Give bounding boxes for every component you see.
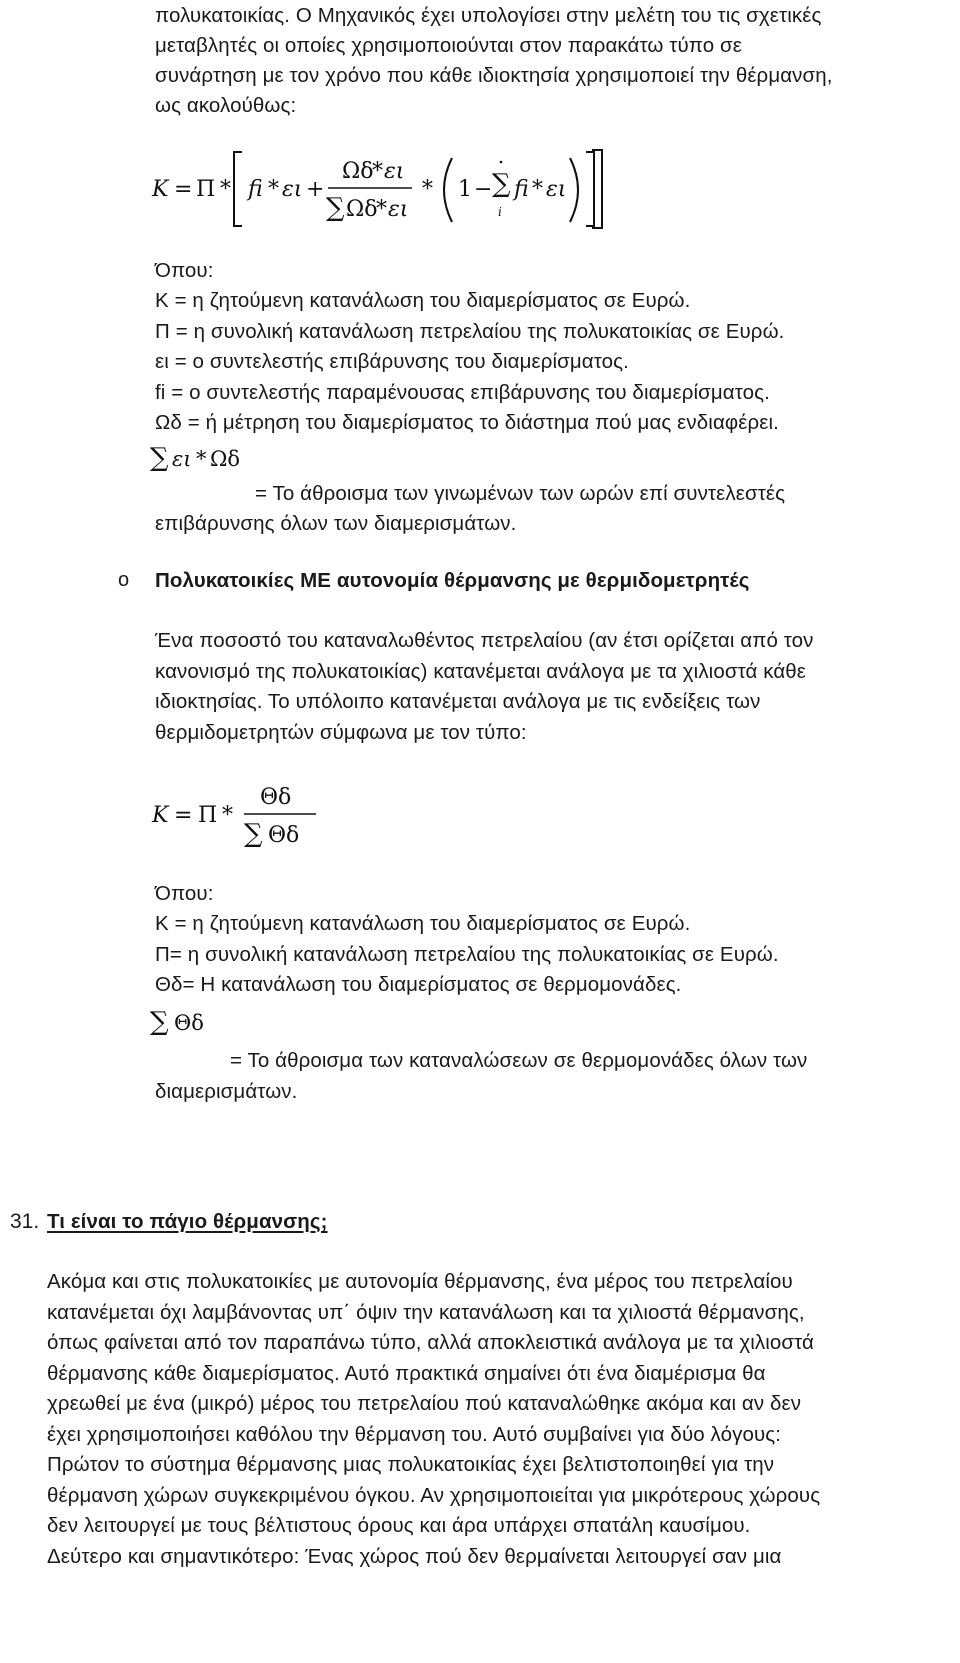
formula1-star-3: * <box>422 177 433 202</box>
where1-line-2: Π = η συνολική κατανάλωση πετρελαίου της πολυκατοικίας σε Ευρώ. <box>155 320 785 343</box>
sum1-ei: ει <box>172 447 192 471</box>
question-number: 31. <box>10 1210 40 1233</box>
where2-sum-desc-2: διαμερισμάτων. <box>155 1080 298 1103</box>
formula1-den-star: * <box>376 197 387 222</box>
question-para-5: χρεωθεί με ένα (μικρό) μέρος του πετρελαίου πού καταναλώθηκε ακόμα και αν δεν <box>47 1392 802 1415</box>
where1-line-4: fi = ο συντελεστής παραμένουσας επιβάρυνσης του διαμερίσματος. <box>155 381 770 404</box>
section-para-4: θερμιδομετρητών σύμφωνα με τον τύπο: <box>155 721 527 744</box>
formula1-num-omega: Ωδ <box>342 159 374 184</box>
formula1-num-ei: ει <box>384 159 405 184</box>
where1-sum-desc-1: = Το άθροισμα των γινωμένων των ωρών επί συντελεστές <box>255 482 786 505</box>
section-para-2: κανονισμό της πολυκατοικίας) κατανέμεται ανάλογα με τα χιλιοστά κάθε <box>155 660 807 683</box>
question-para-9: δεν λειτουργεί με τους βέλτιστους όρους και άρα υπάρχει σπατάλη καυσίμου. <box>47 1514 751 1537</box>
question-para-1: Ακόμα και στις πολυκατοικίες με αυτονομία θέρμανσης, ένα μέρος του πετρελαίου <box>47 1270 793 1293</box>
where2-line-2: Π= η συνολική κατανάλωση πετρελαίου της πολυκατοικίας σε Ευρώ. <box>155 943 779 966</box>
question-para-6: έχει χρησιμοποιήσει καθόλου την θέρμανση του. Αυτό συμβαίνει για δύο λόγους: <box>47 1423 782 1446</box>
question-title: Τι είναι το πάγιο θέρμανσης; <box>47 1210 328 1233</box>
formula-calorimeter <box>150 778 330 854</box>
section-para-3: ιδιοκτησίας. Το υπόλοιπο κατανέμεται ανάλογα με τις ενδείξεις των <box>155 690 761 713</box>
where1-line-5: Ωδ = ή μέτρηση του διαμερίσματος το διάστημα πού μας ενδιαφέρει. <box>155 411 779 434</box>
where1-sum-symbol <box>150 442 260 472</box>
where2-line-1: K = η ζητούμενη κατανάλωση του διαμερίσματος σε Ευρώ. <box>155 912 691 935</box>
question-para-10: Δεύτερο και σημαντικότερο: Ένας χώρος πού δεν θερμαίνεται λειτουργεί σαν μια <box>47 1545 782 1568</box>
sum2-theta: Θδ <box>174 1011 204 1035</box>
formula1-num-star: * <box>372 159 383 184</box>
sum1-omega: Ωδ <box>210 447 241 471</box>
formula1-plus: + <box>306 177 325 202</box>
section-bullet: o <box>118 569 130 591</box>
section-para-1: Ένα ποσοστό του καταναλωθέντος πετρελαίου (αν έτσι ορίζεται από τον <box>155 629 814 652</box>
formula2-den-sum: ∑ <box>244 819 263 849</box>
section-heading: Πολυκατοικίες ΜΕ αυτονομία θέρμανσης με θερμιδομετρητές <box>155 569 750 592</box>
where2-label: Όπου: <box>155 882 214 905</box>
formula2-star: * <box>222 803 233 828</box>
formula1-star: * <box>220 177 231 202</box>
formula1-one: 1 <box>458 177 472 202</box>
where1-sum-desc-2: επιβάρυνσης όλων των διαμερισμάτων. <box>155 512 517 535</box>
formula2-pi: Π <box>198 803 218 828</box>
formula1-sum-index: i <box>498 205 502 219</box>
where2-line-3: Θδ= Η κατανάλωση του διαμερίσματος σε θερμομονάδες. <box>155 973 682 996</box>
sum1-star: * <box>196 447 207 471</box>
formula1-sum: ∑ <box>492 169 511 199</box>
where1-line-3: ει = ο συντελεστής επιβάρυνσης του διαμερίσματος. <box>155 350 629 373</box>
where1-label: Όπου: <box>155 259 214 282</box>
intro-line-1: πολυκατοικίας. Ο Μηχανικός έχει υπολογίσει στην μελέτη του τις σχετικές <box>155 4 822 27</box>
left-paren <box>444 158 452 222</box>
intro-line-4: ως ακολούθως: <box>155 94 297 117</box>
sum-dot <box>500 161 503 164</box>
formula1-k: K <box>152 177 169 202</box>
sum1-sigma: ∑ <box>150 443 169 472</box>
where2-sum-symbol <box>150 1006 240 1036</box>
formula1-pi: Π <box>196 177 216 202</box>
sum2-sigma: ∑ <box>150 1007 169 1036</box>
question-para-7: Πρώτον το σύστημα θέρμανσης μιας πολυκατοικίας έχει βελτιστοποιηθεί για την <box>47 1453 775 1476</box>
formula1-eq: = <box>174 177 193 202</box>
right-paren <box>570 158 578 222</box>
where2-sum-desc-1: = Το άθροισμα των καταναλώσεων σε θερμομονάδες όλων των <box>230 1049 808 1072</box>
formula-apportionment <box>150 148 610 230</box>
formula1-ei-2: ει <box>546 177 567 202</box>
left-bracket <box>234 152 242 226</box>
formula1-den-omega: Ωδ <box>346 197 378 222</box>
question-para-4: θέρμανσης κάθε διαμερίσματος. Αυτό πρακτικά σημαίνει ότι ένα διαμέρισμα θα <box>47 1362 766 1385</box>
right-bracket <box>586 152 594 226</box>
formula2-eq: = <box>174 803 193 828</box>
intro-line-3: συνάρτηση με τον χρόνο που κάθε ιδιοκτησία χρησιμοποιεί την θέρμανση, <box>155 64 833 87</box>
question-para-2: κατανέμεται όχι λαμβάνοντας υπ΄ όψιν την κατανάλωση και τα χιλιοστά θέρμανσης, <box>47 1301 805 1324</box>
formula1-den-sum: ∑ <box>326 193 345 223</box>
formula2-k: K <box>152 803 169 828</box>
formula1-den-ei: ει <box>388 197 409 222</box>
formula1-star-2: * <box>268 177 279 202</box>
where1-line-1: K = η ζητούμενη κατανάλωση του διαμερίσματος σε Ευρώ. <box>155 289 691 312</box>
formula2-den: Θδ <box>268 823 300 848</box>
formula1-star-4: * <box>532 177 543 202</box>
formula1-ei: ει <box>282 177 303 202</box>
question-para-3: όπως φαίνεται από τον παραπάνω τύπο, αλλά αποκλειστικά ανάλογα με τα χιλιοστά <box>47 1331 814 1354</box>
formula1-fi-2: fi <box>514 177 529 202</box>
formula1-minus: − <box>474 177 493 202</box>
intro-line-2: μεταβλητές οι οποίες χρησιμοποιούνται στον παρακάτω τύπο σε <box>155 34 743 57</box>
formula2-num: Θδ <box>260 785 292 810</box>
question-para-8: θέρμανση χώρων συγκεκριμένου όγκου. Αν χρησιμοποιείται για μικρότερους χώρους <box>47 1484 821 1507</box>
formula1-fi: fi <box>248 177 263 202</box>
